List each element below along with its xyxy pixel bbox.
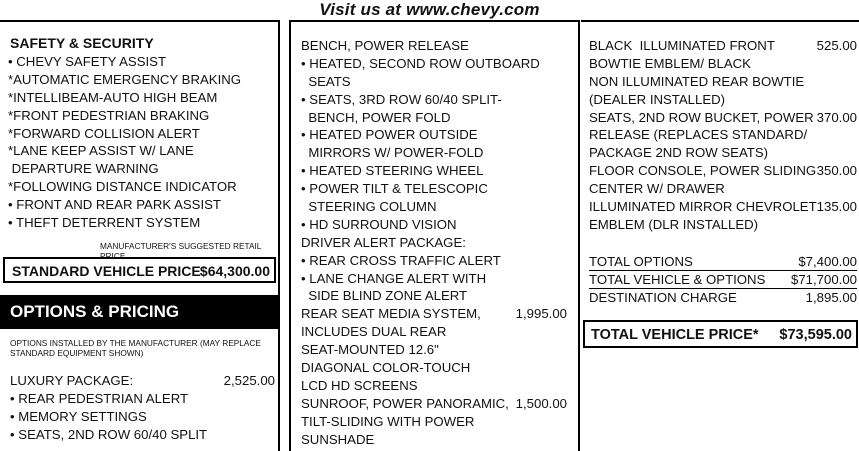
package-detail-line-text: DRIVER ALERT PACKAGE: (301, 234, 466, 250)
total-price-label: TOTAL VEHICLE PRICE* (591, 327, 759, 343)
totals-label: TOTAL VEHICLE & OPTIONS (589, 272, 766, 287)
package-detail-line (301, 270, 571, 288)
package-detail-line (301, 198, 571, 216)
package-detail-line (301, 109, 571, 127)
package-detail-line-price: 1,500.00 (515, 395, 567, 411)
package-detail-line (301, 73, 571, 91)
package-detail-line-text: LCD HD SCREENS (301, 377, 418, 393)
accessory-line (589, 55, 857, 73)
safety-feature-line: *INTELLIBEAM-AUTO HIGH BEAM (8, 89, 218, 105)
luxury-feature-line: • MEMORY SETTINGS (10, 408, 147, 424)
package-detail-line (301, 377, 571, 395)
accessory-line-text: EMBLEM (DLR INSTALLED) (589, 216, 759, 232)
options-section-title: OPTIONS & PRICING (10, 302, 180, 321)
package-detail-line (301, 162, 571, 180)
package-detail-line (301, 55, 571, 73)
accessory-line-text: SEATS, 2ND ROW BUCKET, POWER (589, 109, 814, 125)
package-detail-line-text: • HEATED, SECOND ROW OUTBOARD (301, 55, 540, 71)
accessory-line-price: 135.00 (816, 199, 857, 215)
luxury-package-label: LUXURY PACKAGE: (10, 373, 134, 388)
package-detail-line-text: SIDE BLIND ZONE ALERT (301, 288, 468, 304)
totals-row (589, 289, 857, 306)
package-detail-line (301, 341, 571, 359)
package-detail-line-text: INCLUDES DUAL REAR (301, 324, 447, 340)
package-detail-line-text: DIAGONAL COLOR-TOUCH (301, 360, 471, 376)
safety-feature-line: • CHEVY SAFETY ASSIST (8, 54, 167, 69)
accessory-line-text: RELEASE (REPLACES STANDARD/ (589, 127, 808, 143)
accessory-line-text: CENTER W/ DRAWER (589, 181, 725, 197)
package-detail-line-text: SEATS (301, 73, 351, 89)
package-detail-line-text: • HEATED STEERING WHEEL (301, 163, 484, 179)
package-detail-line-text: • POWER TILT & TELESCOPIC (301, 181, 488, 197)
package-detail-line-text: SUNSHADE (301, 431, 375, 447)
safety-feature-list (8, 53, 241, 232)
accessory-line (589, 198, 857, 216)
package-detail-line (301, 413, 571, 431)
package-detail-line-text: SEAT-MOUNTED 12.6" (301, 342, 439, 358)
totals-label: DESTINATION CHARGE (589, 290, 737, 305)
accessory-line-text: NON ILLUMINATED REAR BOWTIE (589, 73, 805, 89)
package-detail-line (301, 359, 571, 377)
safety-feature-line: *AUTOMATIC EMERGENCY BRAKING (8, 71, 242, 87)
accessory-line-price: 350.00 (816, 163, 857, 179)
accessory-line-text: ILLUMINATED MIRROR CHEVROLET (589, 199, 817, 215)
safety-feature-line: *LANE KEEP ASSIST W/ LANE (8, 143, 194, 159)
totals-value: $7,400.00 (798, 254, 857, 269)
options-pricing-band (0, 295, 280, 329)
luxury-feature-line: • REAR PEDESTRIAN ALERT (10, 390, 189, 406)
package-detail-line-text: • REAR CROSS TRAFFIC ALERT (301, 252, 501, 268)
safety-feature-line: *FOLLOWING DISTANCE INDICATOR (8, 179, 237, 195)
safety-feature-line: DEPARTURE WARNING (8, 161, 159, 177)
accessory-line-text: PACKAGE 2ND ROW SEATS) (589, 145, 769, 161)
package-detail-line (301, 126, 571, 144)
accessory-line (589, 216, 857, 234)
accessory-line (589, 126, 857, 144)
totals-list (589, 253, 857, 306)
accessory-line (589, 144, 857, 162)
luxury-package-row (10, 372, 275, 390)
package-detail-line (301, 216, 571, 234)
msrp-note: MANUFACTURER'S SUGGESTED RETAIL PRICE (100, 241, 262, 261)
accessory-line-price: 370.00 (816, 109, 857, 125)
package-details-column (289, 20, 580, 451)
accessory-line (589, 180, 857, 198)
standard-price-label: STANDARD VEHICLE PRICE (12, 263, 201, 279)
safety-feature-line: *FRONT PEDESTRIAN BRAKING (8, 107, 210, 123)
total-price-value: $73,595.00 (779, 327, 852, 343)
package-detail-line-text: • SEATS, 3RD ROW 60/40 SPLIT- (301, 91, 502, 107)
package-detail-line-text: • HD SURROUND VISION (301, 216, 457, 232)
totals-label: TOTAL OPTIONS (589, 254, 693, 269)
package-detail-line (301, 37, 571, 55)
safety-feature-line: *FORWARD COLLISION ALERT (8, 125, 200, 141)
accessory-line-text: BOWTIE EMBLEM/ BLACK (589, 55, 751, 71)
website-header[interactable]: Visit us at www.chevy.com (319, 0, 540, 19)
accessory-line-text: (DEALER INSTALLED) (589, 91, 726, 107)
package-detail-line (301, 144, 571, 162)
package-detail-line-text: BENCH, POWER RELEASE (301, 38, 469, 53)
accessories-list (589, 37, 857, 234)
accessory-line (589, 73, 857, 91)
package-detail-line-text: BENCH, POWER FOLD (301, 109, 451, 125)
package-detail-line (301, 305, 571, 323)
accessory-line (589, 91, 857, 109)
total-vehicle-price-box (583, 320, 858, 348)
package-detail-line-text: • LANE CHANGE ALERT WITH (301, 270, 487, 286)
totals-value: $71,700.00 (790, 272, 857, 287)
package-detail-line (301, 252, 571, 270)
luxury-package-price: 2,525.00 (223, 373, 275, 388)
package-detail-line (301, 395, 571, 413)
safety-feature-line: • FRONT AND REAR PARK ASSIST (8, 197, 221, 213)
package-detail-line (301, 91, 571, 109)
options-note: OPTIONS INSTALLED BY THE MANUFACTURER (MAY REPLACE STANDARD EQUIPMENT SHOWN) (10, 338, 261, 358)
totals-row (589, 271, 857, 289)
luxury-feature-line: • SEATS, 2ND ROW 60/40 SPLIT (10, 426, 208, 442)
package-detail-line-text: • HEATED POWER OUTSIDE (301, 127, 478, 143)
accessory-line-text: FLOOR CONSOLE, POWER SLIDING (589, 163, 817, 179)
accessory-line (589, 37, 857, 55)
accessory-line-price: 525.00 (816, 38, 857, 53)
standard-price-value: $64,300.00 (199, 263, 270, 279)
package-details-list (301, 37, 571, 448)
totals-row (589, 253, 857, 271)
accessory-line (589, 162, 857, 180)
package-detail-line (301, 287, 571, 305)
accessories-and-totals-column (581, 20, 859, 451)
package-detail-line-text: SUNROOF, POWER PANORAMIC, (301, 395, 509, 411)
package-detail-line-text: TILT-SLIDING WITH POWER (301, 413, 475, 429)
safety-feature-line: • THEFT DETERRENT SYSTEM (8, 215, 201, 231)
totals-value: 1,895.00 (805, 290, 857, 305)
package-detail-line (301, 323, 571, 341)
package-detail-line-text: MIRRORS W/ POWER-FOLD (301, 145, 484, 161)
package-detail-line (301, 234, 571, 252)
safety-and-options-column (0, 20, 280, 451)
safety-section-title: SAFETY & SECURITY (10, 35, 154, 51)
package-detail-line-price: 1,995.00 (515, 306, 567, 322)
accessory-line (589, 109, 857, 127)
luxury-package-list (10, 372, 275, 444)
accessory-line-text: BLACK ILLUMINATED FRONT (589, 38, 775, 53)
package-detail-line-text: STEERING COLUMN (301, 199, 437, 215)
package-detail-line (301, 180, 571, 198)
package-detail-line-text: REAR SEAT MEDIA SYSTEM, (301, 306, 481, 322)
standard-vehicle-price-box (3, 257, 276, 283)
package-detail-line (301, 431, 571, 449)
